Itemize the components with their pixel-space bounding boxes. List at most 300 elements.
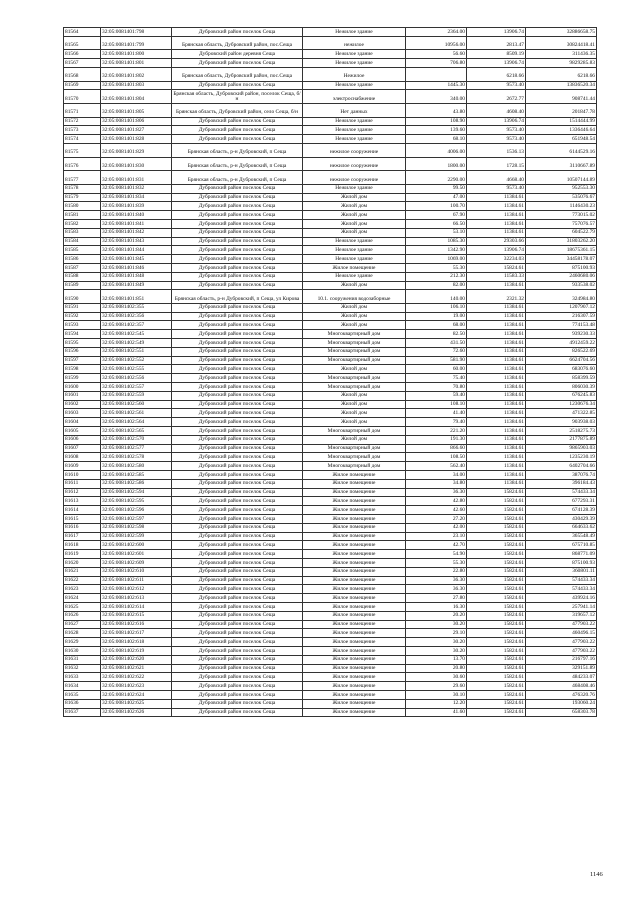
table-cell: 13.70 <box>406 655 467 664</box>
table-cell: 75.40 <box>406 374 467 383</box>
table-cell: 81580 <box>64 202 101 211</box>
table-cell: 773015.02 <box>526 211 597 220</box>
table-cell: Нежилое <box>303 67 406 81</box>
table-cell: 11384.61 <box>467 303 526 312</box>
table-cell: 32:05:0081402:355 <box>101 303 172 312</box>
table-cell: 9865903.03 <box>526 444 597 453</box>
table-row <box>64 157 597 171</box>
table-cell: 81630 <box>64 646 101 655</box>
table-cell: 81604 <box>64 418 101 427</box>
table-cell: 387076.74 <box>526 471 597 480</box>
table-cell: Жилой дом <box>303 409 406 418</box>
table-cell: 81616 <box>64 523 101 532</box>
table-cell: 664633.62 <box>526 523 597 532</box>
table-cell: 903938.03 <box>526 418 597 427</box>
table-cell: Дубровский район поселок Сеща <box>172 321 303 330</box>
table-cell: 484233.07 <box>526 673 597 682</box>
table-cell: 9573.40 <box>467 184 526 193</box>
table-cell: Дубровский район поселок Сеща <box>172 126 303 135</box>
table-cell: 36.30 <box>406 576 467 585</box>
table-cell: Нежилое здание <box>303 272 406 281</box>
table-cell: 675710.85 <box>526 541 597 550</box>
table-cell: 15824.61 <box>467 497 526 506</box>
table-cell: 139.60 <box>406 126 467 135</box>
table-cell: 108.90 <box>406 117 467 126</box>
table-row <box>64 690 597 699</box>
table-cell: 677293.31 <box>526 497 597 506</box>
table-cell: 32:05:0081401:832 <box>101 184 172 193</box>
table-row <box>64 418 597 427</box>
table-cell: 2813.47 <box>467 36 526 50</box>
table-cell: 658303.78 <box>526 708 597 717</box>
table-cell: 11384.61 <box>467 409 526 418</box>
table-cell: 43.80 <box>406 103 467 117</box>
table-cell: Жилое помещение <box>303 263 406 272</box>
table-cell: 32:05:0081402:613 <box>101 594 172 603</box>
table-cell: 67.90 <box>406 211 467 220</box>
table-cell: Дубровский район поселок Сеща <box>172 655 303 664</box>
table-cell: 32:05:0081402:578 <box>101 453 172 462</box>
table-cell: 32:05:0081402:626 <box>101 708 172 717</box>
table-cell: 32:05:0081401:799 <box>101 36 172 50</box>
table-cell: 2364.00 <box>406 28 467 37</box>
table-cell: Жилой дом <box>303 435 406 444</box>
table-cell: 11384.61 <box>467 453 526 462</box>
table-cell: Дубровский район поселок Сеща <box>172 594 303 603</box>
table-cell: Дубровский район поселок Сеща <box>172 673 303 682</box>
table-cell: Нежилое здание <box>303 135 406 144</box>
table-cell: 30.60 <box>406 673 467 682</box>
table-cell: 32:05:0081402:623 <box>101 682 172 691</box>
table-cell: 11384.61 <box>467 202 526 211</box>
table-cell: 13906.74 <box>467 246 526 255</box>
table-cell: 81625 <box>64 602 101 611</box>
table-cell: 68.00 <box>406 321 467 330</box>
table-cell: 2290.00 <box>406 171 467 185</box>
table-cell: 81613 <box>64 497 101 506</box>
table-cell: 32:05:0081401:803 <box>101 81 172 90</box>
table-cell: Жилое помещение <box>303 506 406 515</box>
table-cell: 11583.33 <box>467 272 526 281</box>
table-cell: 68.10 <box>406 135 467 144</box>
table-cell: Жилой дом <box>303 281 406 290</box>
table-cell: 11384.61 <box>467 347 526 356</box>
table-cell: 933538.02 <box>526 281 597 290</box>
table-cell: 19.00 <box>406 312 467 321</box>
table-cell: Дубровский район поселок Сеща <box>172 462 303 471</box>
table-cell: 32:05:0081402:594 <box>101 488 172 497</box>
table-cell: Дубровский район поселок Сеща <box>172 550 303 559</box>
table-cell: 32:05:0081401:829 <box>101 143 172 157</box>
table-cell: 81612 <box>64 488 101 497</box>
table-cell: Дубровский район поселок Сеща <box>172 488 303 497</box>
table-cell: Дубровский район поселок Сеща <box>172 515 303 524</box>
table-cell: 81581 <box>64 211 101 220</box>
table-cell: 81623 <box>64 585 101 594</box>
table-row <box>64 211 597 220</box>
table-cell: Нежилое здание <box>303 28 406 37</box>
table-cell: нежилое сооружение <box>303 171 406 185</box>
table-cell: Жилой дом <box>303 193 406 202</box>
table-cell: 1235230.19 <box>526 453 597 462</box>
table-row <box>64 281 597 290</box>
table-row <box>64 567 597 576</box>
table-cell: 32886658.75 <box>526 28 597 37</box>
table-cell: Дубровский район поселок Сеща <box>172 28 303 37</box>
table-cell: 15824.61 <box>467 708 526 717</box>
table-cell: Брянская область, Дубровский район, село Сеща, б/н <box>172 103 303 117</box>
table-cell: 81619 <box>64 550 101 559</box>
table-cell: 471322.85 <box>526 409 597 418</box>
table-row <box>64 559 597 568</box>
table-cell: 15824.61 <box>467 629 526 638</box>
table-row <box>64 409 597 418</box>
table-row <box>64 611 597 620</box>
table-cell: Жилое помещение <box>303 532 406 541</box>
table-row <box>64 391 597 400</box>
table-cell: Жилой дом <box>303 400 406 409</box>
table-cell: Жилое помещение <box>303 629 406 638</box>
table-cell: 651948.54 <box>526 135 597 144</box>
table-cell: Дубровский район поселок Сеща <box>172 184 303 193</box>
table-cell: 41.60 <box>406 708 467 717</box>
table-cell: 81599 <box>64 374 101 383</box>
table-cell: Нежилое здание <box>303 126 406 135</box>
table-cell: Жилое помещение <box>303 515 406 524</box>
table-row <box>64 50 597 59</box>
table-cell: 4912459.22 <box>526 339 597 348</box>
table-cell: Жилое помещение <box>303 541 406 550</box>
table-cell: 22.80 <box>406 567 467 576</box>
table-cell: Дубровский район поселок Сеща <box>172 699 303 708</box>
table-cell: Дубровский район поселок Сеща <box>172 523 303 532</box>
table-row <box>64 59 597 68</box>
table-cell: Жилой дом <box>303 219 406 228</box>
table-cell: 32:05:0081401:840 <box>101 211 172 220</box>
table-cell: 9573.40 <box>467 81 526 90</box>
table-cell: 31803262.20 <box>526 237 597 246</box>
table-cell: 81598 <box>64 365 101 374</box>
table-cell: 106.10 <box>406 303 467 312</box>
table-cell: 32:05:0081402:622 <box>101 673 172 682</box>
table-cell: Брянская область, р-н Дубровский, п Сеща <box>172 157 303 171</box>
table-cell: 1728.15 <box>467 157 526 171</box>
table-cell: 15824.61 <box>467 263 526 272</box>
table-cell: 15824.61 <box>467 550 526 559</box>
table-cell: 9573.40 <box>467 126 526 135</box>
table-cell: 81603 <box>64 409 101 418</box>
table-cell: 20.20 <box>406 611 467 620</box>
table-cell: 41.40 <box>406 409 467 418</box>
table-cell: 32:05:0081402:561 <box>101 409 172 418</box>
table-cell: 32:05:0081402:551 <box>101 347 172 356</box>
table-cell: 32:05:0081401:844 <box>101 246 172 255</box>
table-cell: 81633 <box>64 673 101 682</box>
table-cell: Дубровский район деревня Сеща <box>172 50 303 59</box>
table-cell: 477903.22 <box>526 646 597 655</box>
table-cell: 42.00 <box>406 523 467 532</box>
table-cell: 15824.61 <box>467 515 526 524</box>
register-sheet <box>63 27 595 717</box>
table-cell: 32:05:0081402:560 <box>101 400 172 409</box>
table-row <box>64 171 597 185</box>
table-cell: 32:05:0081401:834 <box>101 193 172 202</box>
table-cell: 875100.93 <box>526 263 597 272</box>
table-cell: 32:05:0081402:565 <box>101 427 172 436</box>
table-cell: 15824.61 <box>467 664 526 673</box>
table-cell: 81592 <box>64 312 101 321</box>
table-cell: 81573 <box>64 126 101 135</box>
table-cell: 32:05:0081402:597 <box>101 515 172 524</box>
table-cell: 32:05:0081402:555 <box>101 365 172 374</box>
table-cell: Дубровский район поселок Сеща <box>172 237 303 246</box>
table-cell: 11384.61 <box>467 365 526 374</box>
table-cell: 15824.61 <box>467 559 526 568</box>
table-cell: 59.40 <box>406 391 467 400</box>
table-cell: 16.30 <box>406 602 467 611</box>
table-cell: Дубровский район поселок Сеща <box>172 453 303 462</box>
table-cell: 13906.74 <box>467 117 526 126</box>
table-cell: 439924.16 <box>526 594 597 603</box>
table-cell: Жилое помещение <box>303 602 406 611</box>
table-cell: 81631 <box>64 655 101 664</box>
table-cell: Дубровский район поселок Сеща <box>172 272 303 281</box>
table-cell: 11384.61 <box>467 400 526 409</box>
table-cell: 2518275.73 <box>526 427 597 436</box>
table-cell: 30824418.41 <box>526 36 597 50</box>
table-cell: 81589 <box>64 281 101 290</box>
table-cell: Многоквартирный дом <box>303 347 406 356</box>
table-row <box>64 339 597 348</box>
table-cell: 18675361.15 <box>526 246 597 255</box>
table-cell: Дубровский район поселок Сеща <box>172 374 303 383</box>
table-cell: 70.80 <box>406 383 467 392</box>
table-cell: 81585 <box>64 246 101 255</box>
table-cell: 30.20 <box>406 638 467 647</box>
table-cell: 66.50 <box>406 219 467 228</box>
table-cell: 2460680.06 <box>526 272 597 281</box>
table-cell: 706.80 <box>406 59 467 68</box>
table-row <box>64 184 597 193</box>
table-cell: 32:05:0081402:545 <box>101 330 172 339</box>
table-cell: 11384.61 <box>467 435 526 444</box>
table-cell: 3110667.89 <box>526 157 597 171</box>
table-row <box>64 90 597 104</box>
table-cell: 32:05:0081402:570 <box>101 435 172 444</box>
table-row <box>64 427 597 436</box>
table-row <box>64 356 597 365</box>
table-row <box>64 708 597 717</box>
table-cell: 32:05:0081401:841 <box>101 219 172 228</box>
table-cell: Дубровский район поселок Сеща <box>172 620 303 629</box>
table-cell: 108.10 <box>406 400 467 409</box>
table-cell: Дубровский район поселок Сеща <box>172 506 303 515</box>
table-cell: Дубровский район поселок Сеща <box>172 135 303 144</box>
table-cell: 329151.89 <box>526 664 597 673</box>
table-row <box>64 523 597 532</box>
table-cell: 32:05:0081402:577 <box>101 444 172 453</box>
table-cell: 81608 <box>64 453 101 462</box>
table-cell: 81575 <box>64 143 101 157</box>
table-cell: Жилое помещение <box>303 567 406 576</box>
table-cell: Нежилое здание <box>303 59 406 68</box>
table-cell: 431.50 <box>406 339 467 348</box>
table-cell: 81577 <box>64 171 101 185</box>
table-cell: 562.40 <box>406 462 467 471</box>
table-cell: Дубровский район поселок Сеща <box>172 211 303 220</box>
table-cell: 81568 <box>64 67 101 81</box>
table-cell: Жилое помещение <box>303 497 406 506</box>
table-cell: 11384.61 <box>467 321 526 330</box>
table-cell: 36.30 <box>406 585 467 594</box>
table-row <box>64 594 597 603</box>
table-cell: 81607 <box>64 444 101 453</box>
table-cell: Дубровский район поселок Сеща <box>172 638 303 647</box>
table-cell: 81624 <box>64 594 101 603</box>
table-cell: Жилое помещение <box>303 655 406 664</box>
table-cell: 875100.93 <box>526 559 597 568</box>
table-cell: 81606 <box>64 435 101 444</box>
table-cell: Жилое помещение <box>303 664 406 673</box>
table-body <box>64 28 597 717</box>
table-cell: 6218.66 <box>467 67 526 81</box>
table-cell: 574433.34 <box>526 576 597 585</box>
table-cell: 535076.67 <box>526 193 597 202</box>
table-cell: 81621 <box>64 567 101 576</box>
table-cell: Жилой дом <box>303 418 406 427</box>
table-cell: 27.20 <box>406 515 467 524</box>
table-cell: Дубровский район поселок Сеща <box>172 228 303 237</box>
table-cell: 32:05:0081401:804 <box>101 90 172 104</box>
table-cell: Дубровский район поселок Сеща <box>172 400 303 409</box>
table-cell: 32:05:0081401:802 <box>101 67 172 81</box>
table-cell: Дубровский район поселок Сеща <box>172 255 303 264</box>
table-cell: 81578 <box>64 184 101 193</box>
table-cell: Дубровский район поселок Сеща <box>172 418 303 427</box>
table-cell: 340.00 <box>406 90 467 104</box>
table-cell: Дубровский район поселок Сеща <box>172 479 303 488</box>
table-row <box>64 541 597 550</box>
table-cell: Жилой дом <box>303 202 406 211</box>
table-cell: 32:05:0081401:849 <box>101 281 172 290</box>
table-row <box>64 602 597 611</box>
table-cell: 81591 <box>64 303 101 312</box>
table-cell: 2672.77 <box>467 90 526 104</box>
table-cell: 81611 <box>64 479 101 488</box>
table-cell: 29303.66 <box>467 237 526 246</box>
table-cell: 81588 <box>64 272 101 281</box>
table-cell: 12.20 <box>406 699 467 708</box>
table-row <box>64 303 597 312</box>
table-cell: 30.20 <box>406 620 467 629</box>
table-cell: 676245.83 <box>526 391 597 400</box>
table-cell: 32:05:0081402:619 <box>101 646 172 655</box>
table-row <box>64 81 597 90</box>
table-cell: 81627 <box>64 620 101 629</box>
table-cell: Дубровский район поселок Сеща <box>172 193 303 202</box>
table-cell: 32:05:0081402:557 <box>101 383 172 392</box>
table-cell: Дубровский район поселок Сеща <box>172 409 303 418</box>
table-cell: 430429.39 <box>526 515 597 524</box>
table-cell: Дубровский район поселок Сеща <box>172 541 303 550</box>
table-cell: 81615 <box>64 515 101 524</box>
table-cell: 27.80 <box>406 594 467 603</box>
table-cell: 32:05:0081402:595 <box>101 497 172 506</box>
table-cell: 11384.61 <box>467 462 526 471</box>
table-cell: Жилое помещение <box>303 576 406 585</box>
table-cell: Многоквартирный дом <box>303 374 406 383</box>
table-row <box>64 506 597 515</box>
table-cell: 1800.00 <box>406 157 467 171</box>
table-cell: 11384.61 <box>467 330 526 339</box>
table-cell: 30.10 <box>406 690 467 699</box>
table-cell: Жилое помещение <box>303 550 406 559</box>
table-row <box>64 347 597 356</box>
table-cell: 81632 <box>64 664 101 673</box>
table-cell: 32:05:0081402:617 <box>101 629 172 638</box>
table-cell: 81565 <box>64 36 101 50</box>
table-cell: 32:05:0081401:805 <box>101 103 172 117</box>
table-cell: Дубровский район поселок Сеща <box>172 202 303 211</box>
table-cell: 826522.69 <box>526 347 597 356</box>
table-cell: 72.60 <box>406 347 467 356</box>
table-row <box>64 374 597 383</box>
table-cell: 6218.66 <box>526 67 597 81</box>
table-cell: 32:05:0081401:851 <box>101 290 172 304</box>
table-row <box>64 462 597 471</box>
table-cell: 60.00 <box>406 365 467 374</box>
table-row <box>64 219 597 228</box>
table-cell: 42.80 <box>406 497 467 506</box>
table-cell: 81626 <box>64 611 101 620</box>
table-cell: 11384.61 <box>467 479 526 488</box>
table-cell: 32:05:0081401:828 <box>101 135 172 144</box>
table-row <box>64 400 597 409</box>
table-cell: 81602 <box>64 400 101 409</box>
table-cell: 15824.61 <box>467 585 526 594</box>
table-cell <box>406 67 467 81</box>
table-cell: 32:05:0081402:616 <box>101 620 172 629</box>
table-cell: 81610 <box>64 471 101 480</box>
table-cell: Нежилое здание <box>303 255 406 264</box>
table-cell: 56.60 <box>406 50 467 59</box>
table-cell: Брянская область, р-н Дубровский, п Сеща <box>172 143 303 157</box>
table-cell: 212.30 <box>406 272 467 281</box>
table-cell: 6624704.56 <box>526 356 597 365</box>
table-cell: 9573.40 <box>467 135 526 144</box>
table-cell: 81605 <box>64 427 101 436</box>
table-cell: Нет данных <box>303 103 406 117</box>
table-cell: 32:05:0081402:625 <box>101 699 172 708</box>
table-cell: 2177875.89 <box>526 435 597 444</box>
table-cell: Дубровский район поселок Сеща <box>172 532 303 541</box>
table-cell: 81634 <box>64 682 101 691</box>
table-cell: Дубровский район поселок Сеща <box>172 682 303 691</box>
table-cell: 81569 <box>64 81 101 90</box>
table-cell: 15824.61 <box>467 602 526 611</box>
table-cell: Жилое помещение <box>303 620 406 629</box>
table-cell: 477903.22 <box>526 638 597 647</box>
table-cell: Дубровский район поселок Сеща <box>172 246 303 255</box>
table-cell: 11384.61 <box>467 383 526 392</box>
table-cell: 82.00 <box>406 281 467 290</box>
table-cell: 9829285.83 <box>526 59 597 68</box>
table-cell: 11384.61 <box>467 219 526 228</box>
table-row <box>64 585 597 594</box>
table-row <box>64 497 597 506</box>
table-cell: 32234.03 <box>467 255 526 264</box>
table-cell: 15824.61 <box>467 655 526 664</box>
